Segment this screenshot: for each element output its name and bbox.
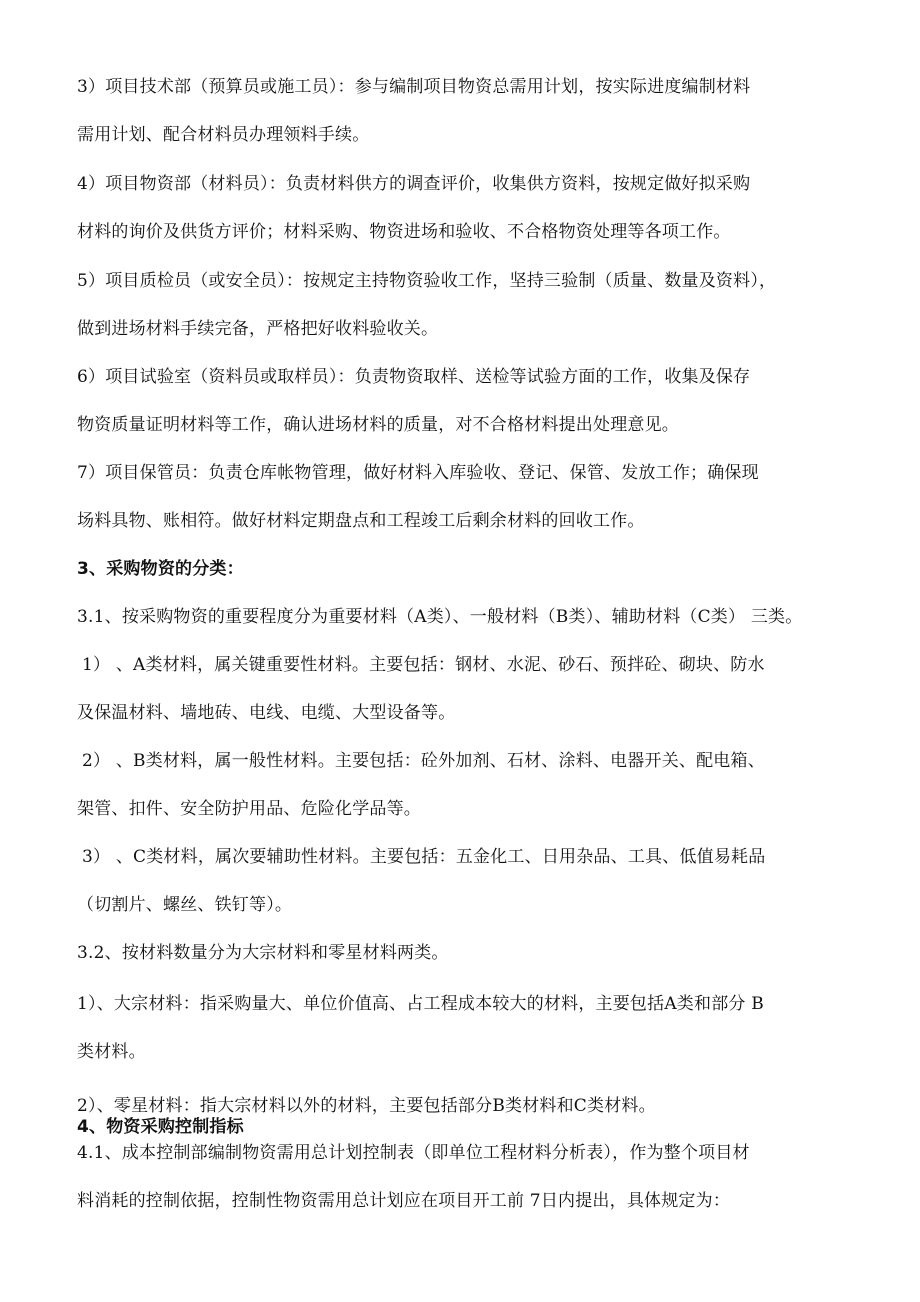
paragraph-line: 类材料。	[77, 1042, 146, 1062]
paragraph-line: 1）、大宗材料：指采购量大、单位价值高、占工程成本较大的材料，主要包括A类和部分 B	[77, 994, 764, 1014]
paragraph-line: 及保温材料、墙地砖、电线、电缆、大型设备等。	[77, 703, 456, 723]
paragraph-line: 7）项目保管员：负责仓库帐物管理，做好材料入库验收、登记、保管、发放工作；确保现	[77, 463, 759, 483]
paragraph-line: 场料具物、账相符。做好材料定期盘点和工程竣工后剩余材料的回收工作。	[77, 511, 645, 531]
section-heading: 3、采购物资的分类：	[77, 559, 244, 579]
paragraph-line: 材料的询价及供货方评价；材料采购、物资进场和验收、不合格物资处理等各项工作。	[77, 222, 731, 242]
paragraph-line: 物资质量证明材料等工作，确认进场材料的质量，对不合格材料提出处理意见。	[77, 415, 679, 435]
paragraph-line: 6）项目试验室（资料员或取样员）：负责物资取样、送检等试验方面的工作，收集及保存	[77, 367, 751, 387]
list-item-line: 1） 、A类材料，属关键重要性材料。主要包括：钢材、水泥、砂石、预拌砼、砌块、防水	[82, 655, 765, 675]
paragraph-line: 5）项目质检员（或安全员）：按规定主持物资验收工作，坚持三验制（质量、数量及资料），	[77, 271, 777, 291]
list-item-line: 2） 、B类材料，属一般性材料。主要包括：砼外加剂、石材、涂料、电器开关、配电箱、	[82, 751, 765, 771]
paragraph-line: 架管、扣件、安全防护用品、危险化学品等。	[77, 799, 421, 819]
paragraph-line: 3）项目技术部（预算员或施工员）：参与编制项目物资总需用计划，按实际进度编制材料	[77, 77, 751, 97]
section-heading: 4、物资采购控制指标	[77, 1117, 244, 1137]
paragraph-line: 2）、零星材料：指大宗材料以外的材料，主要包括部分B类材料和C类材料。	[77, 1096, 656, 1116]
list-item-line: 3） 、C类材料，属次要辅助性材料。主要包括：五金化工、日用杂品、工具、低值易耗品	[82, 847, 766, 867]
paragraph-line: 需用计划、配合材料员办理领料手续。	[77, 125, 370, 145]
paragraph-line: 做到进场材料手续完备，严格把好收料验收关。	[77, 319, 439, 339]
paragraph-line: 4）项目物资部（材料员）：负责材料供方的调查评价，收集供方资料，按规定做好拟采购	[77, 174, 751, 194]
paragraph-line: 3.1、按采购物资的重要程度分为重要材料（A类）、一般材料（B类）、辅助材料（C类） 三类。	[77, 607, 803, 627]
paragraph-line: （切割片、螺丝、铁钉等）。	[77, 895, 293, 915]
paragraph-line: 料消耗的控制依据，控制性物资需用总计划应在项目开工前 7日内提出，具体规定为：	[77, 1191, 731, 1211]
paragraph-line: 4.1、成本控制部编制物资需用总计划控制表（即单位工程材料分析表），作为整个项目材	[77, 1143, 750, 1163]
paragraph-line: 3.2、按材料数量分为大宗材料和零星材料两类。	[77, 943, 449, 963]
